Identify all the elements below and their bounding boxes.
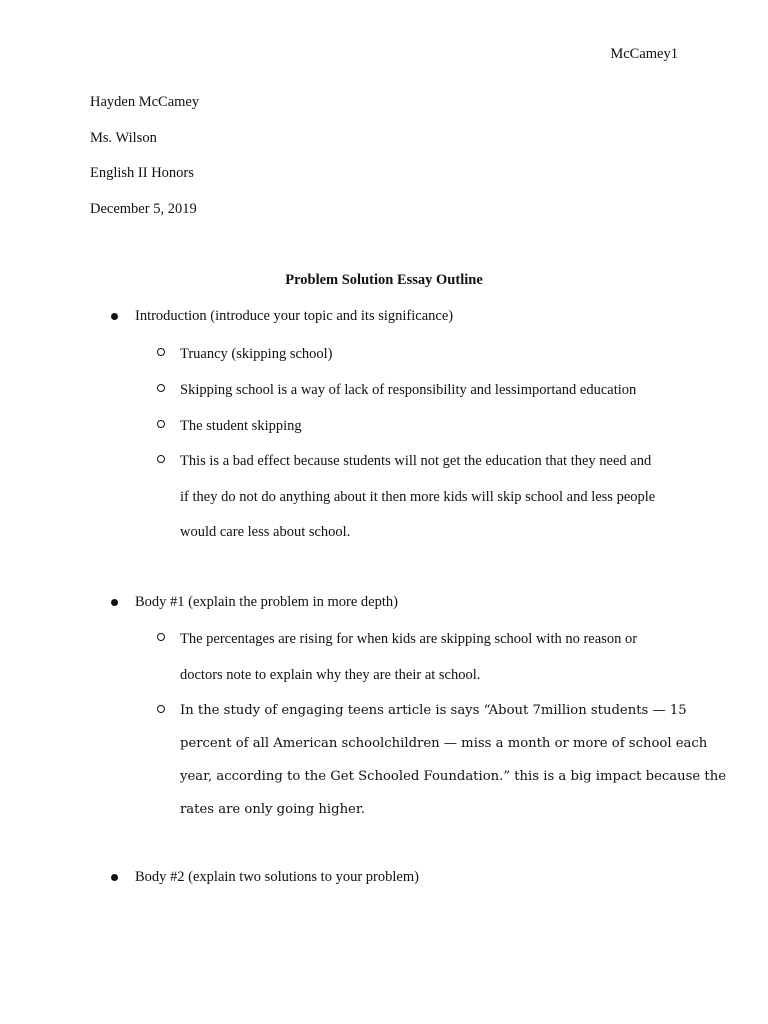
outline-subitem-text-line: would care less about school. xyxy=(180,524,351,541)
outline-subitem xyxy=(180,380,680,416)
outline-item-label: Body #1 (explain the problem in more depth) xyxy=(135,594,398,610)
outline-subitem-text: The student skipping xyxy=(180,418,302,434)
teacher-name: Ms. Wilson xyxy=(90,129,157,146)
bullet-circle-icon xyxy=(157,348,165,356)
outline-subitem-text: Truancy (skipping school) xyxy=(180,346,333,362)
outline-subitem xyxy=(180,416,680,452)
outline-subitem xyxy=(180,629,680,700)
outline-item-label: Body #2 (explain two solutions to your problem) xyxy=(135,869,419,885)
outline-subitem-text-line: rates are only going higher. xyxy=(180,802,365,817)
bullet-dot-icon xyxy=(111,313,118,320)
bullet-dot-icon xyxy=(111,874,118,881)
bullet-circle-icon xyxy=(157,420,165,428)
bullet-circle-icon xyxy=(157,633,165,641)
outline-subitem-text-line: percent of all American schoolchildren — miss a month or more of school each xyxy=(180,736,708,751)
outline-item-label: Introduction (introduce your topic and its significance) xyxy=(135,308,454,324)
document-title: Problem Solution Essay Outline xyxy=(285,272,483,288)
date: December 5, 2019 xyxy=(90,200,197,217)
outline-subitem-text-line: if they do not do anything about it then more kids will skip school and less people xyxy=(180,488,656,505)
student-name: Hayden McCamey xyxy=(90,94,200,110)
outline-subitem-text-line: In the study of engaging teens article is says “About 7million students — 15 xyxy=(180,703,687,718)
course-name: English II Honors xyxy=(90,165,194,182)
mla-heading xyxy=(90,92,199,234)
bullet-circle-icon xyxy=(157,384,165,392)
page-header-label: McCamey1 xyxy=(610,46,678,62)
outline-item-body-2 xyxy=(135,869,419,886)
outline-subitem xyxy=(180,344,680,380)
outline-subitem-text-line: This is a bad effect because students will not get the education that they need and xyxy=(180,453,652,469)
outline-subitem xyxy=(180,701,726,833)
outline-subitem-text-line: year, according to the Get Schooled Foundation.” this is a big impact because the xyxy=(180,769,726,784)
outline-subitem xyxy=(180,451,680,558)
outline-subitem-text: Skipping school is a way of lack of responsibility and lessimportand education xyxy=(180,382,637,398)
outline-subitem-text-line: doctors note to explain why they are their at school. xyxy=(180,666,481,683)
bullet-dot-icon xyxy=(111,599,118,606)
bullet-circle-icon xyxy=(157,705,165,713)
outline-item-introduction xyxy=(135,308,453,325)
outline-subitem-text-line: The percentages are rising for when kids are skipping school with no reason or xyxy=(180,631,638,647)
bullet-circle-icon xyxy=(157,455,165,463)
outline-item-body-1 xyxy=(135,594,398,611)
